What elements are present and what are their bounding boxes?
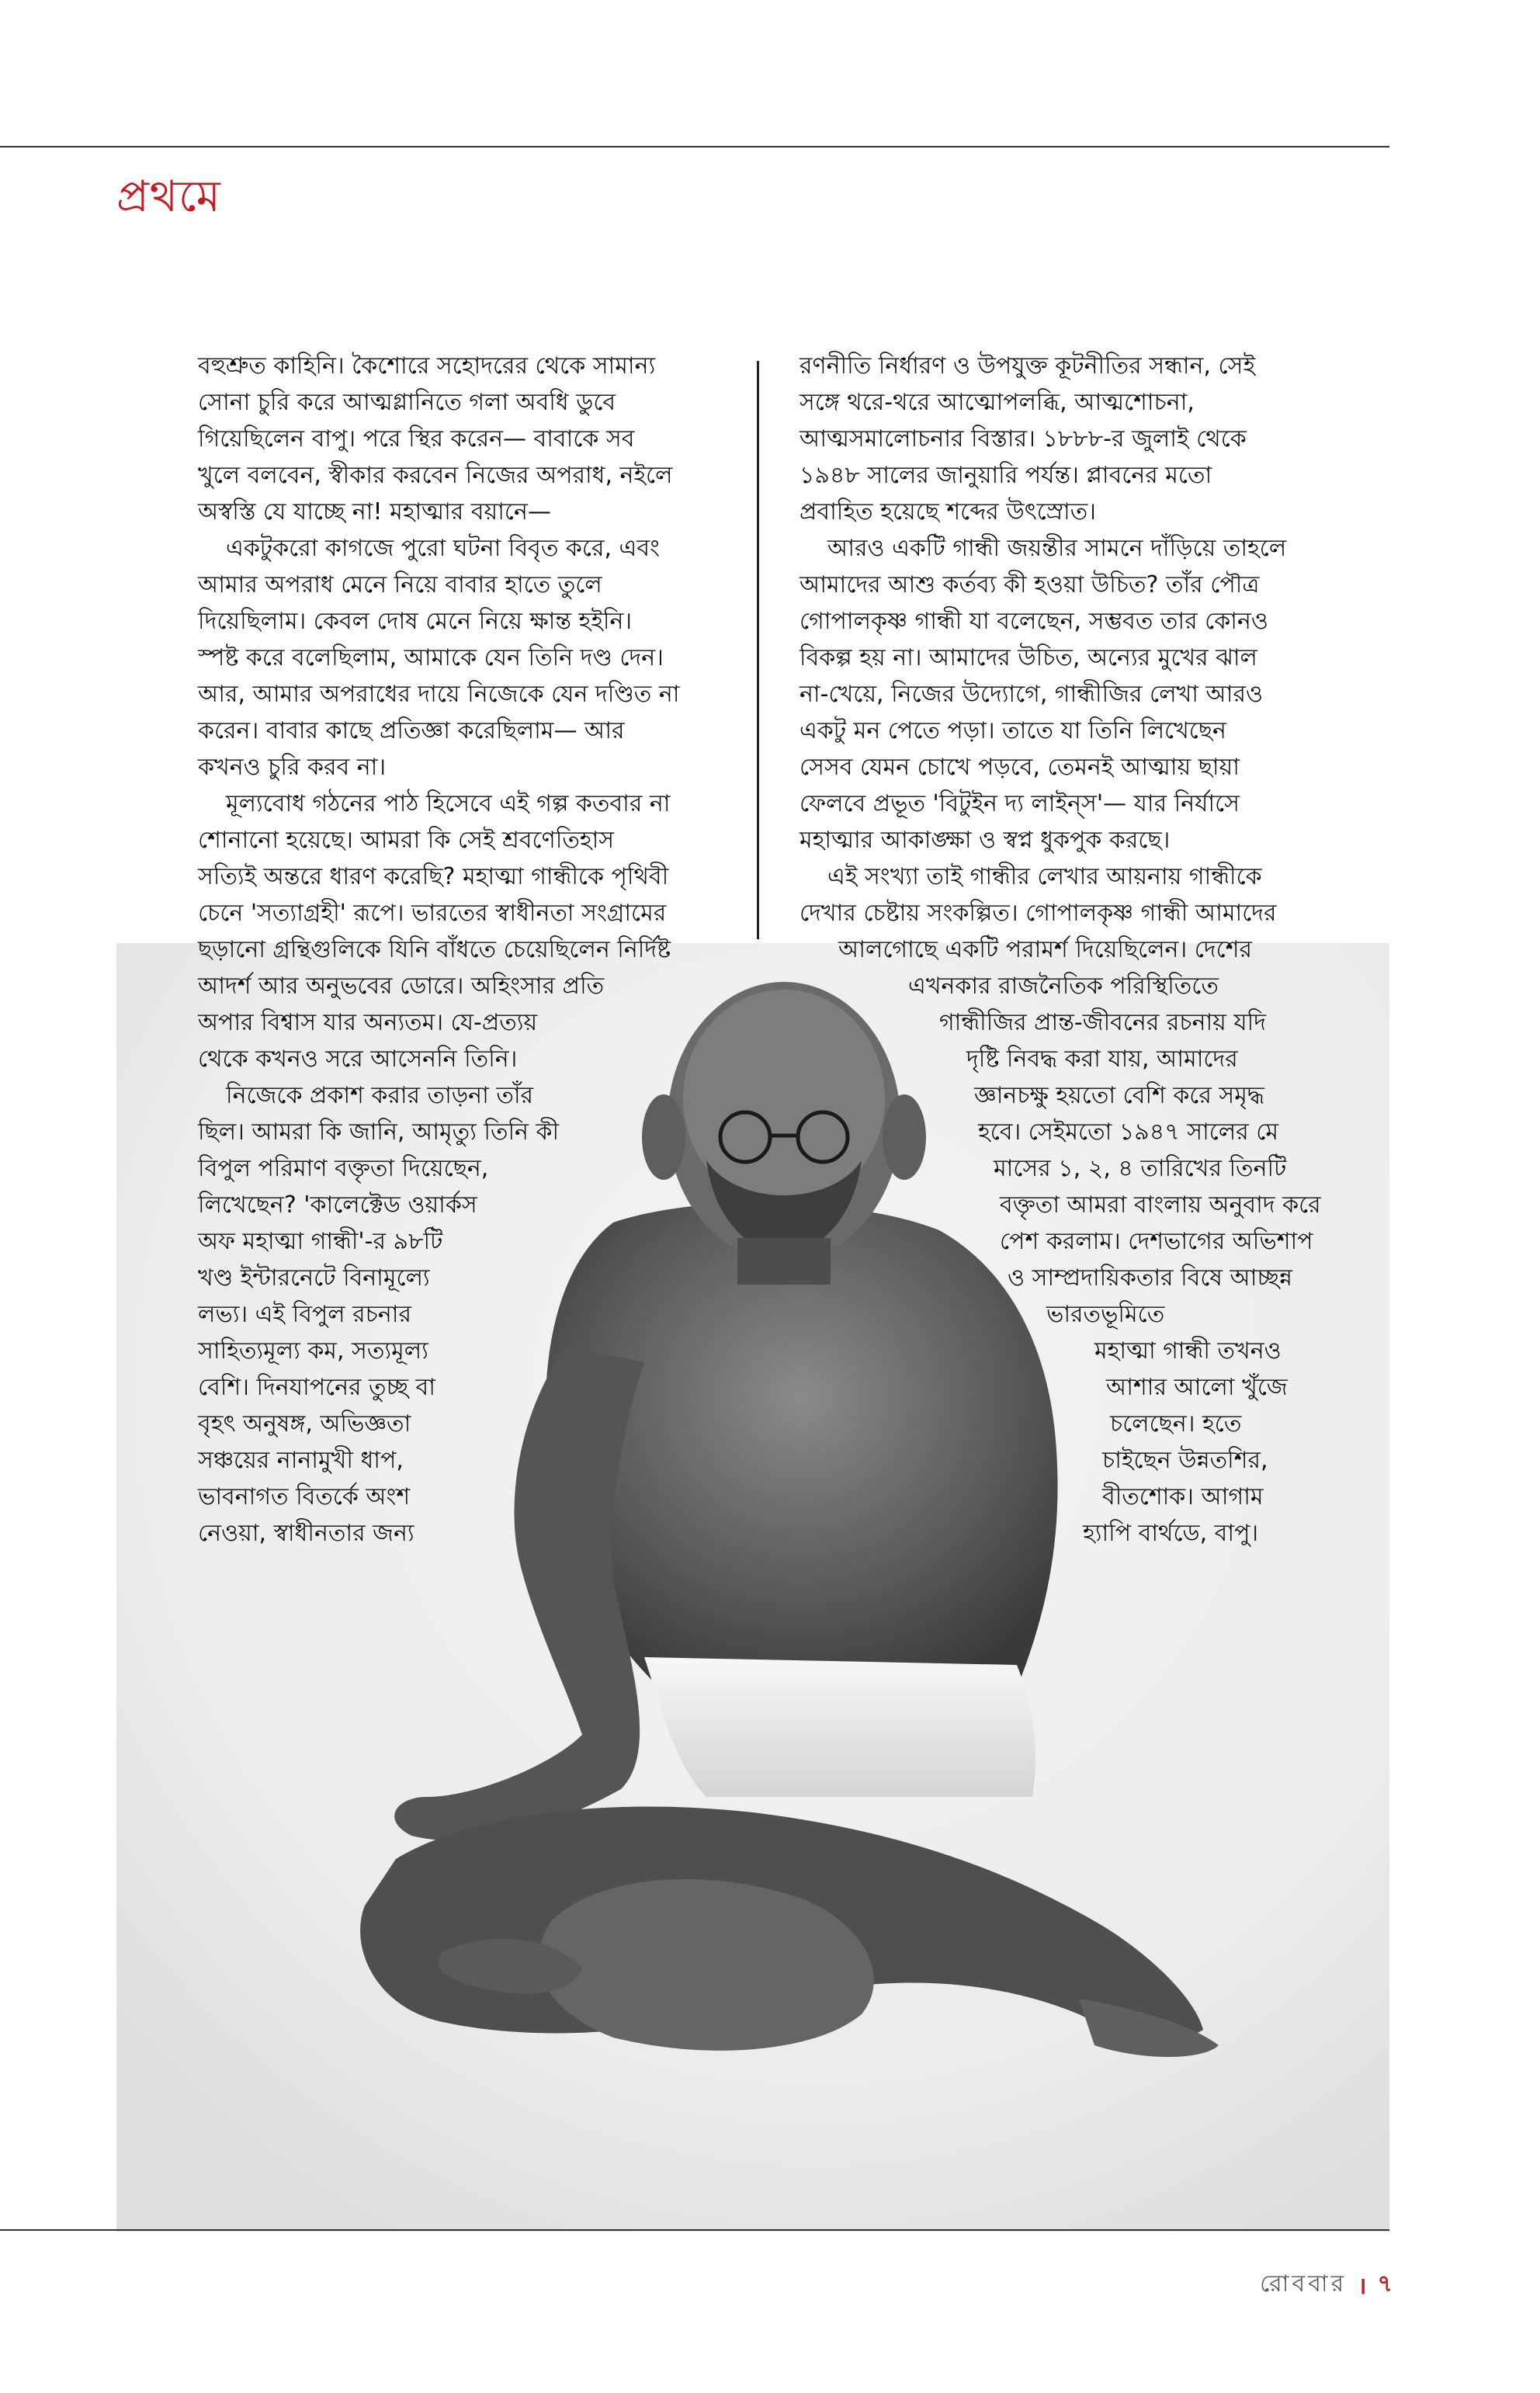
text-line: ফেলবে প্রভূত 'বিটুইন দ্য লাইন্‌স'— যার নির্যাসে [799, 790, 1240, 817]
text-line: গান্ধীজির প্রান্ত-জীবনের রচনায় যদি [939, 1009, 1267, 1036]
text-line: অস্বস্তি যে যাচ্ছে না! মহাত্মার বয়ানে— [198, 498, 551, 525]
text-line: আমাদের আশু কর্তব্য কী হওয়া উচিত? তাঁর পৌত্র [799, 571, 1260, 598]
text-line: শোনানো হয়েছে। আমরা কি সেই শ্রবণেতিহাস [198, 827, 615, 854]
text-line: ১৯৪৮ সালের জানুয়ারি পর্যন্ত। প্লাবনের মতো [799, 462, 1212, 489]
text-line: আলগোছে একটি পরামর্শ দিয়েছিলেন। দেশের [838, 936, 1252, 963]
text-line: স্পষ্ট করে বলেছিলাম, আমাকে যেন তিনি দণ্ড দেন। [198, 644, 664, 671]
section-title: প্রথমে [116, 172, 221, 222]
text-line: বিকল্প হয় না। আমাদের উচিত, অন্যের মুখের ঝাল [799, 644, 1257, 671]
magazine-name: রোববার [1260, 2270, 1348, 2298]
text-line: জ্ঞানচক্ষু হয়তো বেশি করে সমৃদ্ধ [974, 1082, 1264, 1109]
text-line: একটুকরো কাগজে পুরো ঘটনা বিবৃত করে, এবং [226, 535, 660, 562]
text-line: মহাত্মার আকাঙ্ক্ষা ও স্বপ্ন ধুকপুক করছে। [799, 827, 1171, 854]
text-line: না-খেয়ে, নিজের উদ্যোগে, গান্ধীজির লেখা আরও [799, 681, 1264, 708]
text-line: সেসব যেমন চোখে পড়বে, তেমনই আত্মায় ছায়া [799, 754, 1240, 781]
text-line: আমার অপরাধ মেনে নিয়ে বাবার হাতে তুলে [198, 571, 602, 598]
text-line: নিজেকে প্রকাশ করার তাড়না তাঁর [226, 1082, 534, 1109]
text-line: হবে। সেইমতো ১৯৪৭ সালের মে [978, 1118, 1279, 1146]
text-line: লভ্য। এই বিপুল রচনার [198, 1301, 411, 1328]
text-line: ভাবনাগত বিতর্কে অংশ [198, 1483, 411, 1510]
text-line: মাসের ১, ২, ৪ তারিখের তিনটি [994, 1155, 1287, 1182]
text-line: সাহিত্যমূল্য কম, সত্যমূল্য [198, 1337, 428, 1365]
text-line: চলেছেন। হতে [1110, 1410, 1242, 1438]
text-line: চেনে 'সত্যাগ্রহী' রূপে। ভারতের স্বাধীনতা সংগ্রামের [198, 900, 667, 927]
text-line: ভারতভূমিতে [1046, 1301, 1165, 1328]
text-line: খুলে বলবেন, স্বীকার করবেন নিজের অপরাধ, নইলে [198, 462, 673, 489]
text-line: ছিল। আমরা কি জানি, আমৃত্যু তিনি কী [198, 1118, 560, 1146]
text-line: একটু মন পেতে পড়া। তাতে যা তিনি লিখেছেন [799, 717, 1226, 744]
text-line: বৃহৎ অনুষঙ্গ, অভিজ্ঞতা [198, 1410, 411, 1438]
left-column [198, 348, 679, 1552]
text-line: করেন। বাবার কাছে প্রতিজ্ঞা করেছিলাম— আর [198, 717, 625, 744]
text-line: খণ্ড ইন্টারনেটে বিনামূল্যে [198, 1264, 430, 1292]
text-line: সোনা চুরি করে আত্মগ্লানিতে গলা অবধি ডুবে [198, 389, 616, 416]
text-line: দৃষ্টি নিবদ্ধ করা যায়, আমাদের [966, 1046, 1238, 1073]
text-line: বহুশ্রুত কাহিনি। কৈশোরে সহোদরের থেকে সামান্য [198, 352, 656, 380]
text-line: বক্তৃতা আমরা বাংলায় অনুবাদ করে [1000, 1191, 1321, 1219]
text-line: নেওয়া, স্বাধীনতার জন্য [198, 1520, 414, 1547]
text-line: হ্যাপি বার্থডে, বাপু। [1083, 1520, 1259, 1547]
text-line: থেকে কখনও সরে আসেননি তিনি। [198, 1046, 518, 1073]
page-number: ৭ [1377, 2270, 1393, 2298]
text-line: অপার বিশ্বাস যার অন্যতম। যে-প্রত্যয় [198, 1009, 538, 1036]
text-line: দিয়েছিলাম। কেবল দোষ মেনে নিয়ে ক্ষান্ত হইনি। [198, 608, 633, 635]
text-line: আত্মসমালোচনার বিস্তার। ১৮৮৮-র জুলাই থেকে [799, 425, 1247, 453]
text-line: চাইছেন উন্নতশির, [1102, 1447, 1268, 1474]
text-line: বিপুল পরিমাণ বক্তৃতা দিয়েছেন, [198, 1155, 489, 1182]
text-line: সঙ্গে থরে-থরে আত্মোপলব্ধি, আত্মশোচনা, [799, 389, 1195, 416]
footer-separator: । [1358, 2273, 1367, 2300]
bottom-rule [0, 2229, 1389, 2231]
text-line: বেশি। দিনযাপনের তুচ্ছ বা [198, 1374, 435, 1401]
text-line: প্রবাহিত হয়েছে শব্দের উৎস্রোত। [799, 498, 1096, 525]
text-line: লিখেছেন? 'কালেক্টেড ওয়ার্কস [198, 1191, 477, 1219]
text-line: ছড়ানো গ্রন্থিগুলিকে যিনি বাঁধতে চেয়েছিলেন নির্দিষ্ট [198, 936, 671, 963]
text-line: মূল্যবোধ গঠনের পাঠ হিসেবে এই গল্প কতবার না [226, 790, 671, 817]
text-line: পেশ করলাম। দেশভাগের অভিশাপ [1000, 1228, 1313, 1255]
text-line: কখনও চুরি করব না। [198, 754, 387, 781]
text-line: অফ মহাত্মা গান্ধী'-র ৯৮টি [198, 1228, 443, 1255]
text-line: আশার আলো খুঁজে [1106, 1374, 1288, 1401]
page-footer [1260, 2265, 1393, 2305]
right-column [799, 348, 1321, 1552]
text-line: রণনীতি নির্ধারণ ও উপযুক্ত কূটনীতির সন্ধান, সেই [799, 352, 1256, 380]
text-line: বীতশোক। আগাম [1102, 1483, 1264, 1510]
text-line: গোপালকৃষ্ণ গান্ধী যা বলেছেন, সম্ভবত তার কোনও [799, 608, 1268, 635]
text-line: ও সাম্প্রদায়িকতার বিষে আচ্ছন্ন [1008, 1264, 1292, 1292]
text-line: আদর্শ আর অনুভবের ডোরে। অহিংসার প্রতি [198, 973, 605, 1000]
text-line: সত্যিই অন্তরে ধারণ করেছি? মহাত্মা গান্ধীকে পৃথিবী [198, 863, 669, 890]
text-line: দেখার চেষ্টায় সংকল্পিত। গোপালকৃষ্ণ গান্ধী আমাদের [799, 900, 1277, 927]
top-rule [0, 146, 1389, 147]
text-line: এই সংখ্যা তাই গান্ধীর লেখার আয়নায় গান্ধীকে [827, 863, 1262, 890]
text-line: সঞ্চয়ের নানামুখী ধাপ, [198, 1447, 404, 1474]
text-line: আরও একটি গান্ধী জয়ন্তীর সামনে দাঁড়িয়ে তাহলে [827, 535, 1287, 562]
text-line: মহাত্মা গান্ধী তখনও [1094, 1337, 1282, 1365]
text-line: আর, আমার অপরাধের দায়ে নিজেকে যেন দণ্ডিত না [198, 681, 680, 708]
text-line: এখনকার রাজনৈতিক পরিস্থিতিতে [908, 973, 1219, 1000]
column-divider [757, 361, 759, 939]
text-line: গিয়েছিলেন বাপু। পরে স্থির করেন— বাবাকে সব [198, 425, 635, 453]
